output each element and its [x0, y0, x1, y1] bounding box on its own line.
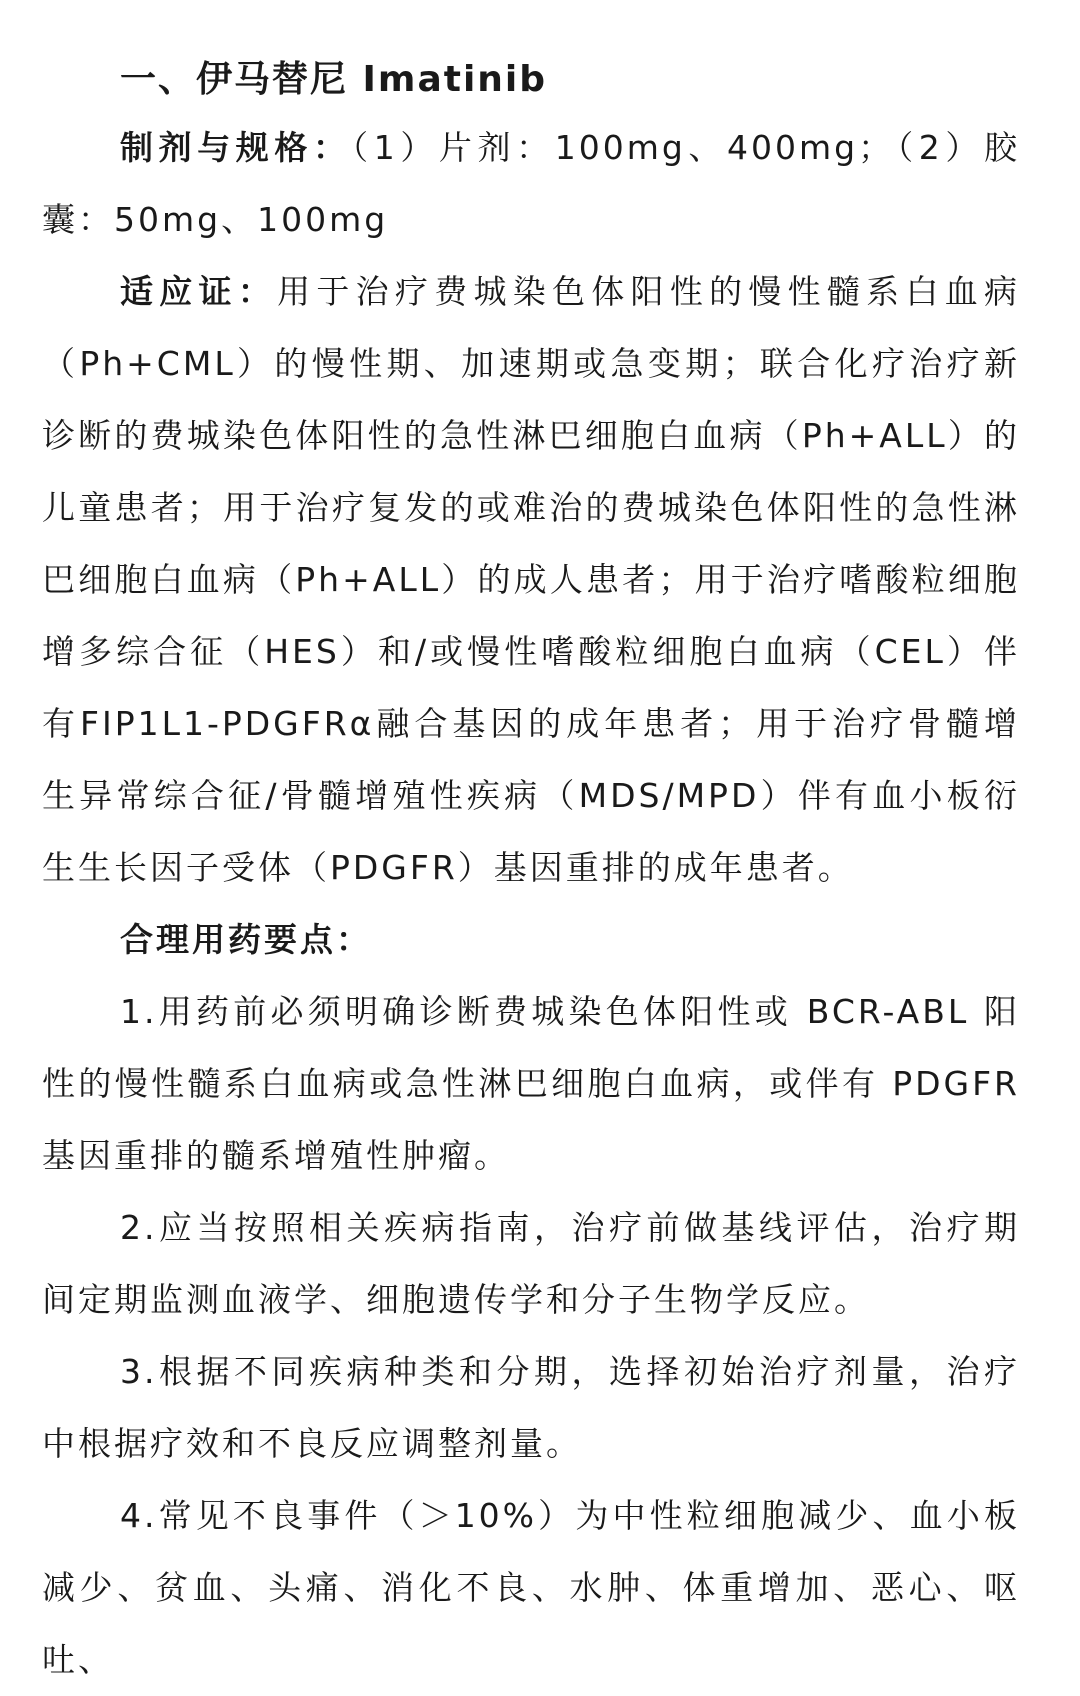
formulation-paragraph [42, 112, 1020, 256]
drug-title: 一、伊马替尼 Imatinib [120, 59, 548, 100]
formulation-text: （1）片剂：100mg、400mg；（2）胶囊：50mg、100mg [42, 128, 1021, 239]
indications-paragraph [42, 256, 1020, 904]
rational-use-point: 1.用药前必须明确诊断费城染色体阳性或 BCR-ABL 阳性的慢性髓系白血病或急性淋巴细胞白血病，或伴有 PDGFR 基因重排的髓系增殖性肿瘤。 [42, 992, 1020, 1175]
formulation-label: 制剂与规格： [120, 128, 352, 167]
rational-use-point: 4.常见不良事件（＞10%）为中性粒细胞减少、血小板减少、贫血、头痛、消化不良、水肿、体重增加、恶心、呕吐、 [42, 1496, 1020, 1679]
rational-use-point: 3.根据不同疾病种类和分期，选择初始治疗剂量，治疗中根据疗效和不良反应调整剂量。 [42, 1352, 1020, 1463]
indications-label: 适应证： [120, 272, 278, 311]
rational-use-point: 2.应当按照相关疾病指南，治疗前做基线评估，治疗期间定期监测血液学、细胞遗传学和分子生物学反应。 [42, 1208, 1020, 1319]
rational-use-heading: 合理用药要点： [120, 920, 372, 959]
indications-text: 用于治疗费城染色体阳性的慢性髓系白血病（Ph+CML）的慢性期、加速期或急变期；联合化疗治疗新诊断的费城染色体阳性的急性淋巴细胞白血病（Ph+ALL）的儿童患者；用于治疗复发的或难治的费城染色体阳性的急性淋巴细胞白血病（Ph+ALL）的成人患者；用于治疗嗜酸粒细胞增多综合征（HES）和/或慢性嗜酸粒细胞白血病（CEL）伴有FIP1L1-PDGFRα融合基因的成年患者；用于治疗骨髓增生异常综合征/骨髓增殖性疾病（MDS/MPD）伴有血小板衍生生长因子受体（PDGFR）基因重排的成年患者。 [42, 272, 1021, 887]
